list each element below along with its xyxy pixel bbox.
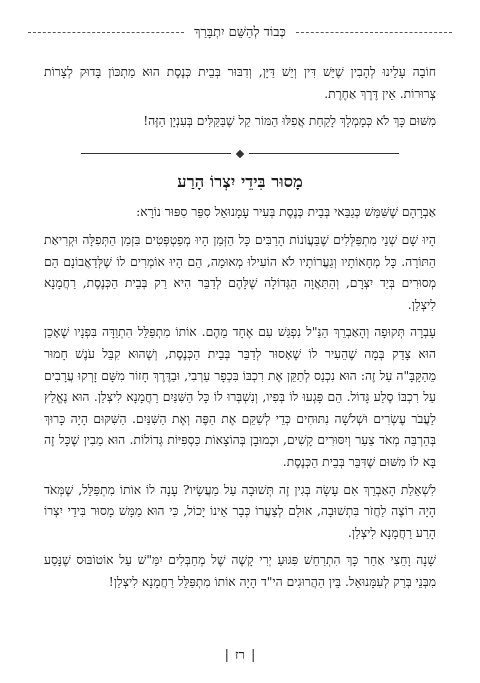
divider-diamond-icon [236, 150, 244, 158]
paragraph: מִשּׁוּם כָּךְ לֹא כְּמָמְלָךְ לָקַחַת אֲפִלּוּ הַמּוֹר קַל שֶׁבַּקַּלִּים בְּעִנְיָן הַזֶּה! [143, 114, 436, 129]
header-rule-right [296, 32, 452, 33]
text-body [44, 62, 436, 599]
paragraph: אַבְרָהָם שֶׁשִּׁמֵּשׁ כְּגַבַּאי בְּבֵית כְּנֶסֶת בְּעִיר עָמָנוּאֵל סִפֵּר סִפּוּר נוֹרָא: [136, 205, 436, 220]
running-header [28, 22, 452, 42]
divider-rule [81, 153, 231, 154]
paragraph: הָיוּ שָׁם שְׁנֵי מִתְפַּלְּלִים שֶׁבַּעֲוֹנוֹת הָרַבִּים כָּל הַזְּמַן הָיוּ מְפַטְפְּטִים בִּזְמַן הַתְּפִלָּה וּקְרִיאַת הַתּוֹרָה. כָּל מְחָאוֹתָיו וְגַעֲרוֹתָיו לֹא הוֹעִילוּ מְאוּמָה, הֵם הָיוּ אוֹמְרִים לוֹ שֶׁלְּדַאֲבוֹנָם הֵם מְסוּרִים בְּיַד יִצְרָם, וְהַתַּאֲוָה הַגְּדוֹלָה שֶׁלָּהֶם לְדַבֵּר הִיא רַק בְּבֵית הַכְּנֶסֶת, רַחֲמָנָא לִיצְלַן. [44, 232, 436, 312]
header-rule-left [28, 32, 184, 33]
page-number-bar-icon: | [224, 648, 229, 663]
paragraph: חוֹבָה עָלֵינוּ לְהָבִין שֶׁיֵּשׁ דִּין וְיֵשׁ דַּיָּן, וְדִבּוּר בְּבֵית כְּנֶסֶת הוּא מַתְכּוֹן בָּדוּק לְצָרוֹת צְרוּרוֹת. אֵין דֶּרֶךְ אַחֶרֶת. [44, 65, 436, 101]
divider-rule [249, 153, 399, 154]
section-heading: מָסוּר בִּידֵי יִצְרוֹ הָרַע [177, 171, 303, 191]
paragraph: עָבְרָה תְּקוּפָה וְהָאַבְרֵךְ הַנַּ"ל נִפְגַּשׁ עִם אֶחָד מֵהֶם. אוֹתוֹ מִתְפַּלֵּל הִתְוַדָּה בִּפְנָיו שֶׁאָכֵן הוּא צָדַק בְּמָה שֶׁהֵעִיר לוֹ שֶׁאָסוּר לְדַבֵּר בְּבֵית הַכְּנֶסֶת, וְשֶׁהוּא קִבֵּל עֹנֶשׁ חָמוּר מֵהַקָּבָּ"ה עַל זֶה: הוּא נִכְנַס לְתַקֵּן אֶת רִכְבּוֹ בִּכְפָר עַרְבִי, וּבַדֶּרֶךְ חָזוֹר מִשָּׁם זָרְקוּ עֲרָבִים עַל רִכְבּוֹ סֶלַע גָּדוֹל. הֵם פָּגְעוּ לוֹ בְּפִיו, וְנִשְׁבְּרוּ לוֹ כָּל הַשִּׁנַּיִם רַחֲמָנָא לִיצְלַן. הוּא נֶאֱלַץ לַעֲבֹר עֶשְׂרִים וּשְׁלֹשָׁה נִתּוּחִים כְּדֵי לְשַׁקֵּם אֶת הַפֶּה וְאֶת הַשִּׁנַּיִם. הַשִּׁקּוּם הָיָה כָּרוּךְ בְּהַרְבֵּה מְאֹד צַעַר וְיִסּוּרִים קָשִׁים, וּכְמוּבָן בְּהוֹצָאוֹת כַּסְפִּיּוֹת גְּדוֹלוֹת. הוּא מֵבִין שֶׁכָּל זֶה בָּא לוֹ מִשּׁוּם שֶׁדִּבֵּר בְּבֵית הַכְּנֶסֶת. [44, 325, 436, 469]
section-divider [44, 145, 436, 163]
page-number-bar-icon: | [251, 648, 256, 663]
paragraph: שָׁנָה וָחֵצִי אַחַר כָּךְ הִתְרַחֵשׁ פִּגּוּעַ יְרִי קָשֶׁה שֶׁל מְחַבְּלִים יִמַּ"שׁ עַל אוֹטוֹבּוּס שֶׁנָּסַע מִבְּנֵי בְּרַק לְעִמָּנוּאֵל. בֵּין הַהֲרוּגִים הי"ד הָיָה אוֹתוֹ מִתְפַּלֵּל רַחֲמָנָא לִיצְלַן! [44, 553, 436, 589]
page-number: רז [234, 648, 245, 663]
running-header-title: כְּבוֹד לְהַשֵּׁם יִתְבָּרַךְ [194, 25, 286, 40]
paragraph: לִשְׁאֵלַת הָאַבְרֵךְ אִם עָשָׂה בְּגִין זֶה תְּשׁוּבָה עַל מַעֲשָׂיו? עָנָה לוֹ אוֹתוֹ מִתְפַּלֵּל, שֶׁמְּאֹד הָיָה רוֹצֶה לַחֲזֹר בִּתְשׁוּבָה, אוּלָם לְצַעֲרוֹ כְּבָר אֵינוֹ יָכוֹל, כִּי הוּא מַמָּשׁ מָסוּר בִּידֵי יִצְרוֹ הָרַע רַחֲמָנָא לִיצְלַן. [44, 482, 436, 540]
page-number-footer [0, 647, 480, 663]
